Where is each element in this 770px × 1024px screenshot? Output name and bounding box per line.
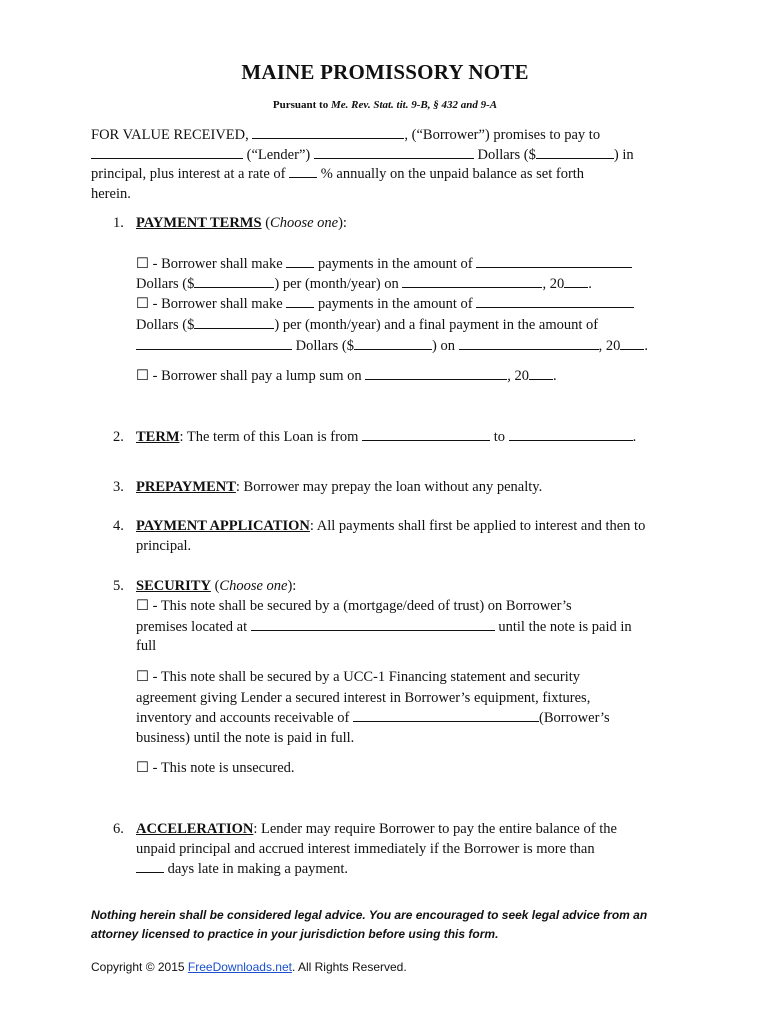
final-payment-amount-blank[interactable] [354,337,432,350]
borrower-name-blank[interactable] [252,126,404,139]
document-title: MAINE PROMISSORY NOTE [241,60,529,84]
payment-date-blank[interactable] [402,275,542,288]
security-option-2-line-2: agreement giving Lender a secured interest in Borrower’s equipment, fixtures, [136,690,591,706]
security-option-3: ☐ - This note is unsecured. [136,760,295,776]
checkbox-icon[interactable]: ☐ [136,760,149,776]
security-option-1-line-2: premises located at until the note is paid in [136,619,632,635]
disclaimer-line-2: attorney licensed to practice in your jurisdiction before using this form. [91,927,499,941]
checkbox-icon[interactable]: ☐ [136,296,149,312]
lump-sum-date-blank[interactable] [365,367,507,380]
section-6-line-2: unpaid principal and accrued interest immediately if the Borrower is more than [136,841,595,857]
security-option-2-line-3: inventory and accounts receivable of (Borrower’s [136,710,610,726]
payment-option-2-line-2: Dollars ($ ) per (month/year) and a final payment in the amount of [136,317,599,333]
payment-option-1-line-2: Dollars ($ ) per (month/year) on , 20 . [136,276,592,292]
payment-year-blank[interactable] [564,275,588,288]
payment-option-3: ☐ - Borrower shall pay a lump sum on , 20 . [136,368,557,384]
borrower-business-blank[interactable] [353,709,539,722]
section-4-line-2: principal. [136,538,192,554]
days-late-blank[interactable] [136,860,164,873]
payment-amount-blank[interactable] [194,316,274,329]
principal-words-blank[interactable] [314,146,474,159]
payment-option-2-line-1: ☐ - Borrower shall make payments in the amount of [136,294,634,314]
intro-line-4: herein. [91,186,131,202]
payment-amount-words-blank[interactable] [476,255,632,268]
payment-count-blank[interactable] [286,255,314,268]
principal-amount-blank[interactable] [536,146,614,159]
final-payment-year-blank[interactable] [620,337,644,350]
section-4-payment-application: PAYMENT APPLICATION: All payments shall first be applied to interest and then to [136,518,646,534]
final-payment-words-blank[interactable] [136,337,292,350]
security-option-2-line-4: business) until the note is paid in full. [136,730,355,746]
section-3-number: 3. [113,479,124,495]
disclaimer-line-1: Nothing herein shall be considered legal advice. You are encouraged to seek legal advice from an [91,908,648,922]
section-5-number: 5. [113,578,124,594]
lump-sum-year-blank[interactable] [529,367,553,380]
document-subtitle: Pursuant to Me. Rev. Stat. tit. 9-B, § 432 and 9-A [272,99,498,111]
security-option-1-line-1: ☐ - This note shall be secured by a (mortgage/deed of trust) on Borrower’s [136,598,572,614]
final-payment-date-blank[interactable] [459,337,599,350]
section-4-number: 4. [113,518,124,534]
security-option-2-line-1: ☐ - This note shall be secured by a UCC-1 Financing statement and security [136,669,581,685]
checkbox-icon[interactable]: ☐ [136,669,149,685]
payment-amount-blank[interactable] [194,275,274,288]
checkbox-icon[interactable]: ☐ [136,368,149,384]
checkbox-icon[interactable]: ☐ [136,256,149,272]
lender-name-blank[interactable] [91,146,243,159]
section-2-number: 2. [113,429,124,445]
section-2-term: TERM: The term of this Loan is from to . [136,429,637,445]
term-end-blank[interactable] [509,428,633,441]
intro-line-1: FOR VALUE RECEIVED, , (“Borrower”) promises to pay to [91,127,601,143]
copyright: Copyright © 2015 FreeDownloads.net. All Rights Reserved. [91,960,407,974]
section-5-heading: SECURITY (Choose one): [136,578,297,594]
freedownloads-link[interactable]: FreeDownloads.net [187,960,292,974]
term-start-blank[interactable] [362,428,490,441]
section-1-number: 1. [113,215,124,231]
intro-line-2: (“Lender”) Dollars ($ ) in [91,145,634,165]
premises-address-blank[interactable] [251,618,495,631]
payment-amount-words-blank[interactable] [476,295,634,308]
section-6-acceleration: ACCELERATION: Lender may require Borrower to pay the entire balance of the [136,821,617,837]
payment-option-2-line-3: Dollars ($ ) on , 20 . [136,336,648,356]
checkbox-icon[interactable]: ☐ [136,598,149,614]
payment-count-blank[interactable] [286,295,314,308]
section-1-heading: PAYMENT TERMS (Choose one): [136,215,347,231]
section-6-number: 6. [113,821,124,837]
section-3-prepayment: PREPAYMENT: Borrower may prepay the loan without any penalty. [136,479,543,495]
interest-rate-blank[interactable] [289,165,317,178]
security-option-1-line-3: full [136,638,157,654]
section-6-line-3: days late in making a payment. [136,859,348,879]
intro-line-3: principal, plus interest at a rate of % annually on the unpaid balance as set forth [91,166,585,182]
payment-option-1-line-1: ☐ - Borrower shall make payments in the amount of [136,254,632,274]
